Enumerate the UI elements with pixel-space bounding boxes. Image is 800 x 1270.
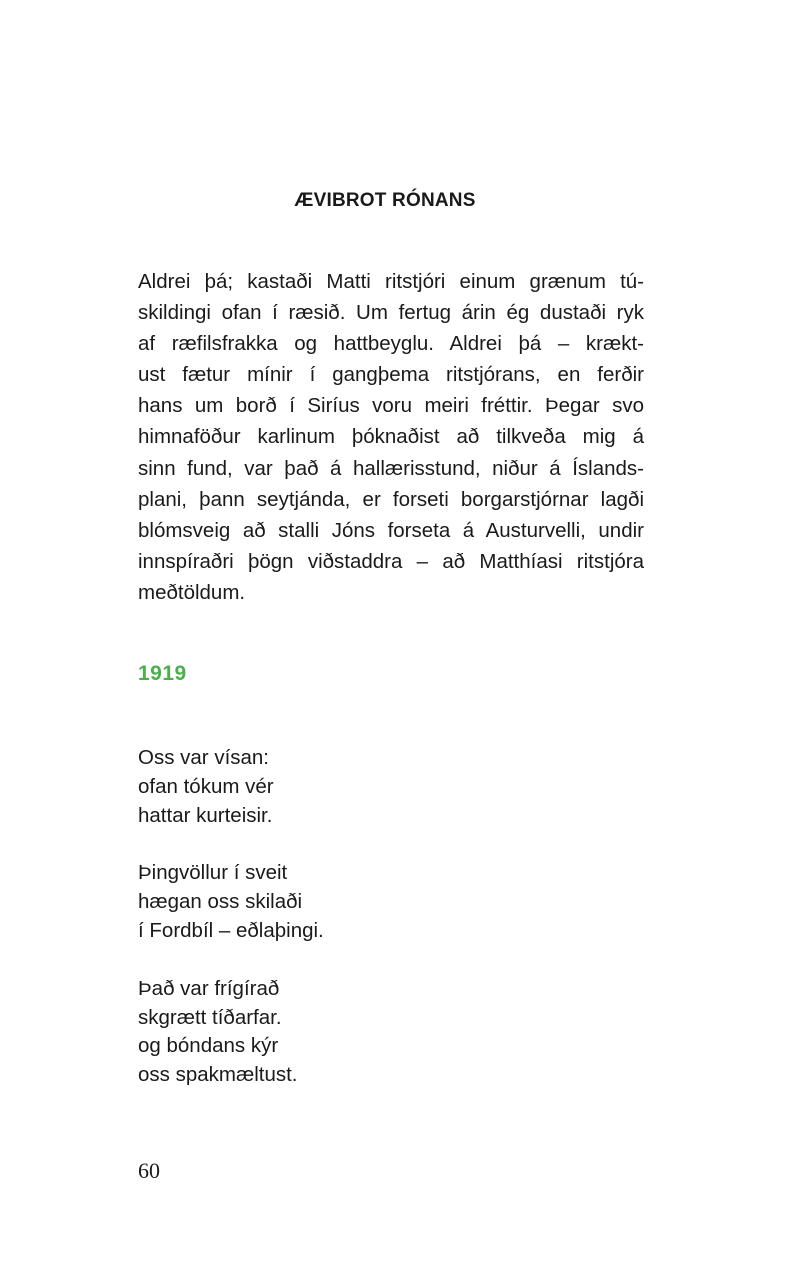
verse-line: Þingvöllur í sveit <box>138 861 288 885</box>
prose-line: af ræfilsfrakka og hattbeyglu. Aldrei þá – krækt- <box>138 332 644 356</box>
verse-line: ofan tókum vér <box>138 774 274 798</box>
verse-line: hægan oss skilaði <box>138 890 303 914</box>
running-head: ÆVIBROT RÓNANS <box>294 190 476 211</box>
page-number: 60 <box>138 1158 160 1183</box>
section-heading: 1919 <box>138 662 187 685</box>
prose-line: plani, þann seytjánda, er forseti borgarstjórnar lagði <box>138 487 644 511</box>
verse-line: skgrætt tíðarfar. <box>138 1005 282 1029</box>
verse-line: Það var frígírað <box>138 976 280 1000</box>
verse-line: Oss var vísan: <box>138 746 270 769</box>
prose-line: blómsveig að stalli Jóns forseta á Austurvelli, undir <box>138 518 644 542</box>
verse-line: oss spakmæltust. <box>138 1063 298 1087</box>
prose-line: sinn fund, var það á hallærisstund, niður á Íslands- <box>138 456 644 480</box>
verse-line: hattar kurteisir. <box>138 803 273 827</box>
poem <box>138 744 538 1119</box>
prose-line: ust fætur mínir í gangþema ritstjórans, en ferðir <box>138 363 644 387</box>
stanza <box>138 975 538 1090</box>
prose-line: innspíraðri þögn viðstaddra – að Matthíasi ritstjóra <box>138 549 644 573</box>
prose-line: Aldrei þá; kastaði Matti ritstjóri einum grænum tú- <box>138 270 644 293</box>
stanza <box>138 859 538 945</box>
prose-line: himnaföður karlinum þóknaðist að tilkveða mig á <box>138 425 644 449</box>
prose-paragraph <box>138 266 644 608</box>
prose-line: hans um borð í Siríus voru meiri fréttir. Þegar svo <box>138 394 644 418</box>
verse-line: og bóndans kýr <box>138 1034 279 1058</box>
prose-line: skildingi ofan í ræsið. Um fertug árin ég dustaði ryk <box>138 301 644 325</box>
verse-line: í Fordbíl – eðlaþingi. <box>138 918 324 942</box>
prose-line: meðtöldum. <box>138 580 246 604</box>
stanza <box>138 744 538 830</box>
